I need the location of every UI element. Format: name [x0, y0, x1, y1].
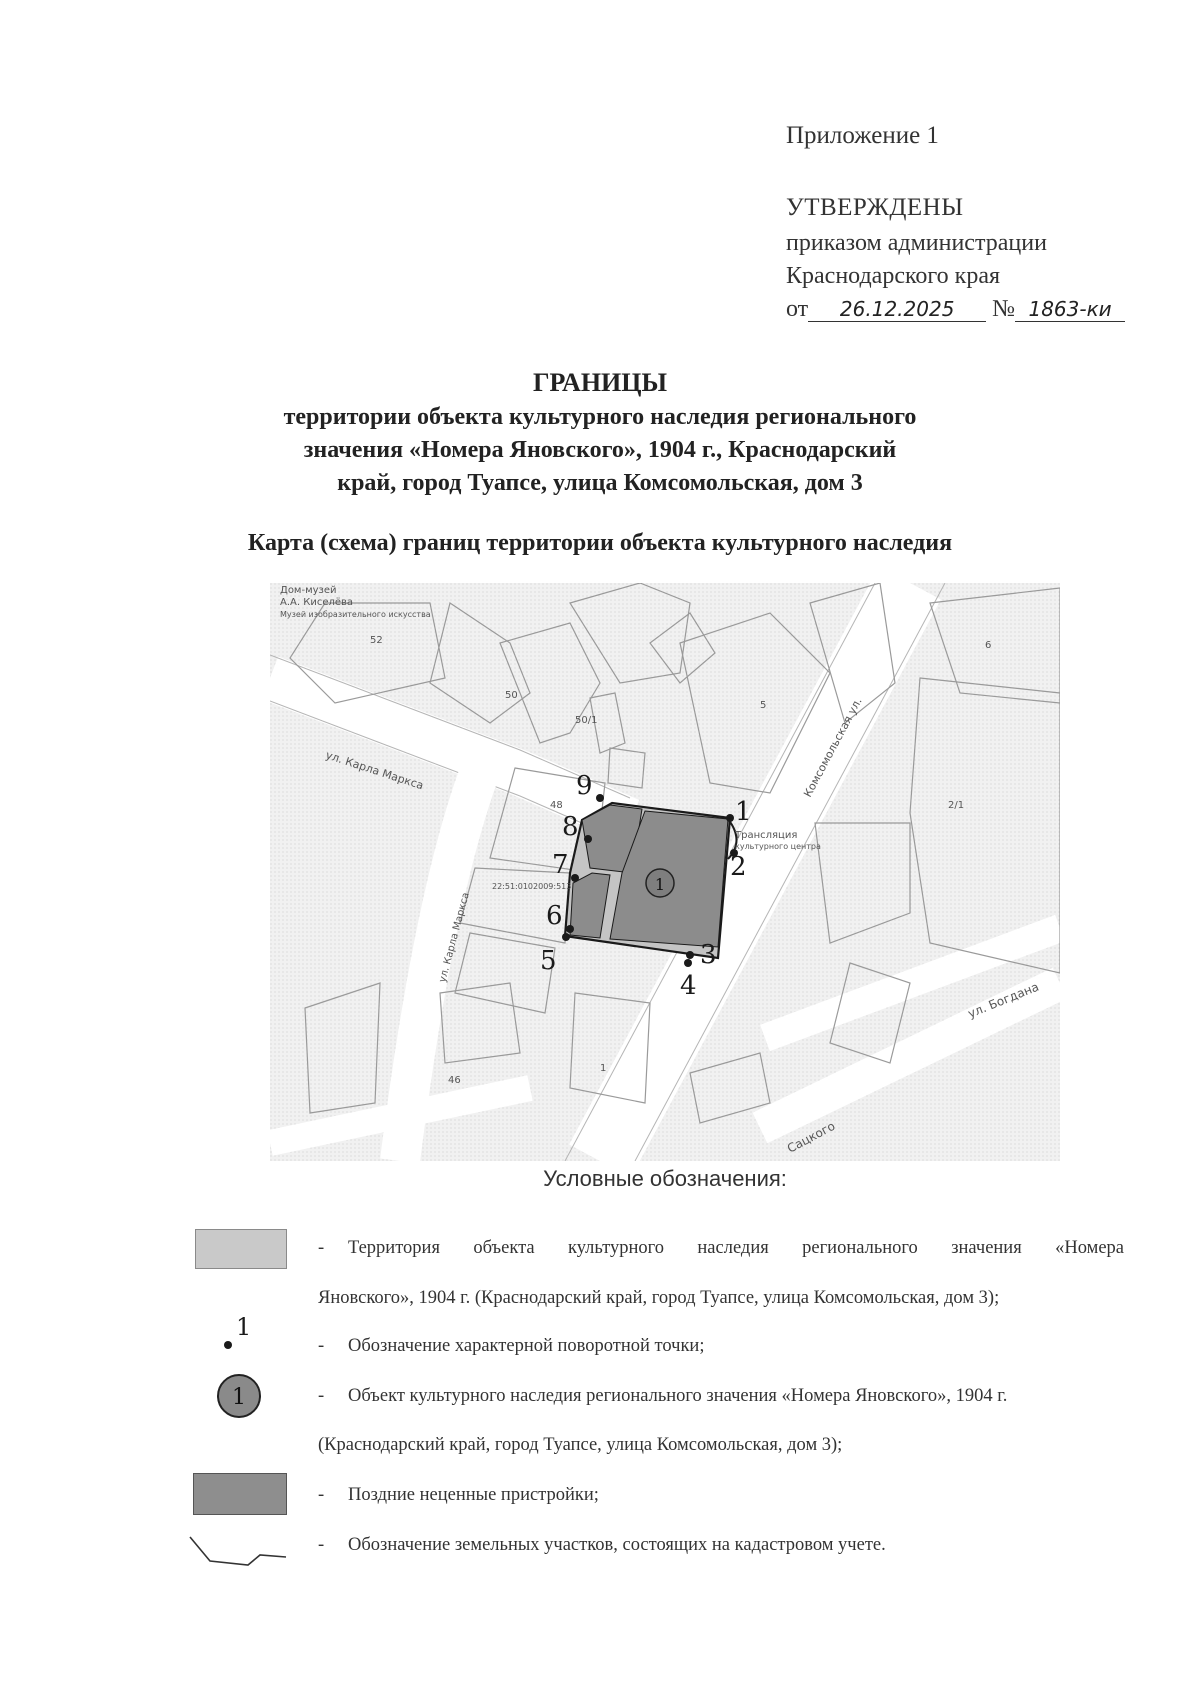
poi-label-2: А.А. Киселёва [280, 597, 354, 608]
building-number-48: 48 [550, 800, 563, 811]
order-line [786, 296, 1125, 323]
order-number: 1863-ки [1015, 297, 1125, 322]
street-label-3: ул. Карла Маркса [437, 891, 472, 984]
document-title: ГРАНИЦЫ [532, 368, 668, 397]
legend-item-heritage-line-1 [318, 1386, 1007, 1407]
legend-text: Обозначение характерной поворотной точки; [348, 1336, 705, 1356]
street-label-4: ул. Богдана [965, 979, 1041, 1021]
approved-label: УТВЕРЖДЕНЫ [786, 194, 964, 221]
legend-text: Поздние неценные пристройки; [348, 1485, 599, 1505]
territory-swatch-icon [195, 1229, 287, 1269]
point-label-9: 9 [576, 771, 593, 801]
legend-item-territory-line-1 [318, 1238, 1124, 1259]
legend-dash: - [318, 1336, 325, 1356]
building-number-5: 5 [760, 700, 767, 711]
point-label-5: 5 [540, 946, 557, 976]
cadastral-map [270, 583, 1060, 1161]
street-label-5: Сацкого [784, 1118, 838, 1156]
poi-label-3: Музей изобразительного искусства [280, 610, 431, 619]
legend-dash: - [318, 1535, 325, 1555]
title-line-1: территории объекта культурного наследия регионального [283, 404, 917, 430]
point-label-8: 8 [562, 812, 579, 842]
point-label-4: 4 [680, 971, 697, 1001]
legend-dash: - [318, 1386, 325, 1406]
order-number-prefix: № [992, 296, 1016, 322]
appendix-label: Приложение 1 [786, 122, 939, 149]
heritage-circle-icon [215, 1372, 263, 1420]
turning-point-icon-label: 1 [236, 1315, 252, 1341]
point-label-7: 7 [552, 850, 569, 880]
legend-item-parcel [318, 1535, 886, 1556]
legend-text: Объект культурного наследия регионального значения «Номера Яновского», 1904 г. [348, 1386, 1008, 1406]
point-label-3: 3 [700, 940, 717, 970]
turning-point-dot-icon [220, 1315, 260, 1355]
legend-item-turning-point [318, 1336, 704, 1357]
poi-label-1: Дом-музей [280, 585, 337, 596]
title-line-2: значения «Номера Яновского», 1904 г., Краснодарский [303, 437, 897, 463]
poi-label-4: Трансляция [735, 830, 798, 841]
point-label-6: 6 [546, 901, 563, 931]
legend-item-annex [318, 1485, 599, 1506]
building-number-52: 52 [370, 635, 383, 646]
point-label-2: 2 [730, 852, 747, 882]
poi-label-5: культурного центра [735, 842, 821, 851]
building-number-6: 6 [985, 640, 992, 651]
order-prefix: от [786, 296, 809, 322]
point-label-1: 1 [735, 797, 752, 827]
legend-item-heritage-line-2: (Краснодарский край, город Туапсе, улица Комсомольская, дом 3); [318, 1435, 843, 1455]
map-svg [270, 583, 1060, 1161]
parcel-line-icon [188, 1535, 288, 1575]
legend-caption: Условные обозначения: [543, 1166, 787, 1191]
approved-line-1: приказом администрации [786, 230, 1047, 256]
building-number-50: 50 [505, 690, 518, 701]
approved-line-2: Краснодарского края [786, 263, 1001, 289]
legend-dash: - [318, 1485, 325, 1505]
legend-text: Обозначение земельных участков, состоящих на кадастровом учете. [348, 1535, 886, 1555]
street-label-1: ул. Карла Маркса [324, 748, 426, 793]
annex-swatch-icon [193, 1473, 287, 1515]
building-number-1: 1 [600, 1063, 607, 1074]
order-date: 26.12.2025 [808, 297, 986, 322]
title-line-3: край, город Туапсе, улица Комсомольская, дом 3 [337, 470, 863, 496]
building-number-2-1: 2/1 [948, 800, 965, 811]
street-label-2: Комсомольская ул. [801, 695, 865, 800]
cadastral-number: 22:51:0102009:513 [492, 882, 572, 891]
legend-item-territory-line-2: Яновского», 1904 г. (Краснодарский край, город Туапсе, улица Комсомольская, дом 3); [318, 1288, 1000, 1308]
heritage-marker-label: 1 [654, 875, 666, 894]
map-title: Карта (схема) границ территории объекта культурного наследия [247, 530, 953, 556]
building-number-46: 46 [448, 1075, 461, 1086]
legend-text: Территория объекта культурного наследия регионального значения «Номера [348, 1238, 1124, 1258]
legend-dash: - [318, 1238, 325, 1258]
heritage-icon-label: 1 [232, 1385, 246, 1410]
building-number-50-1: 50/1 [575, 715, 598, 726]
